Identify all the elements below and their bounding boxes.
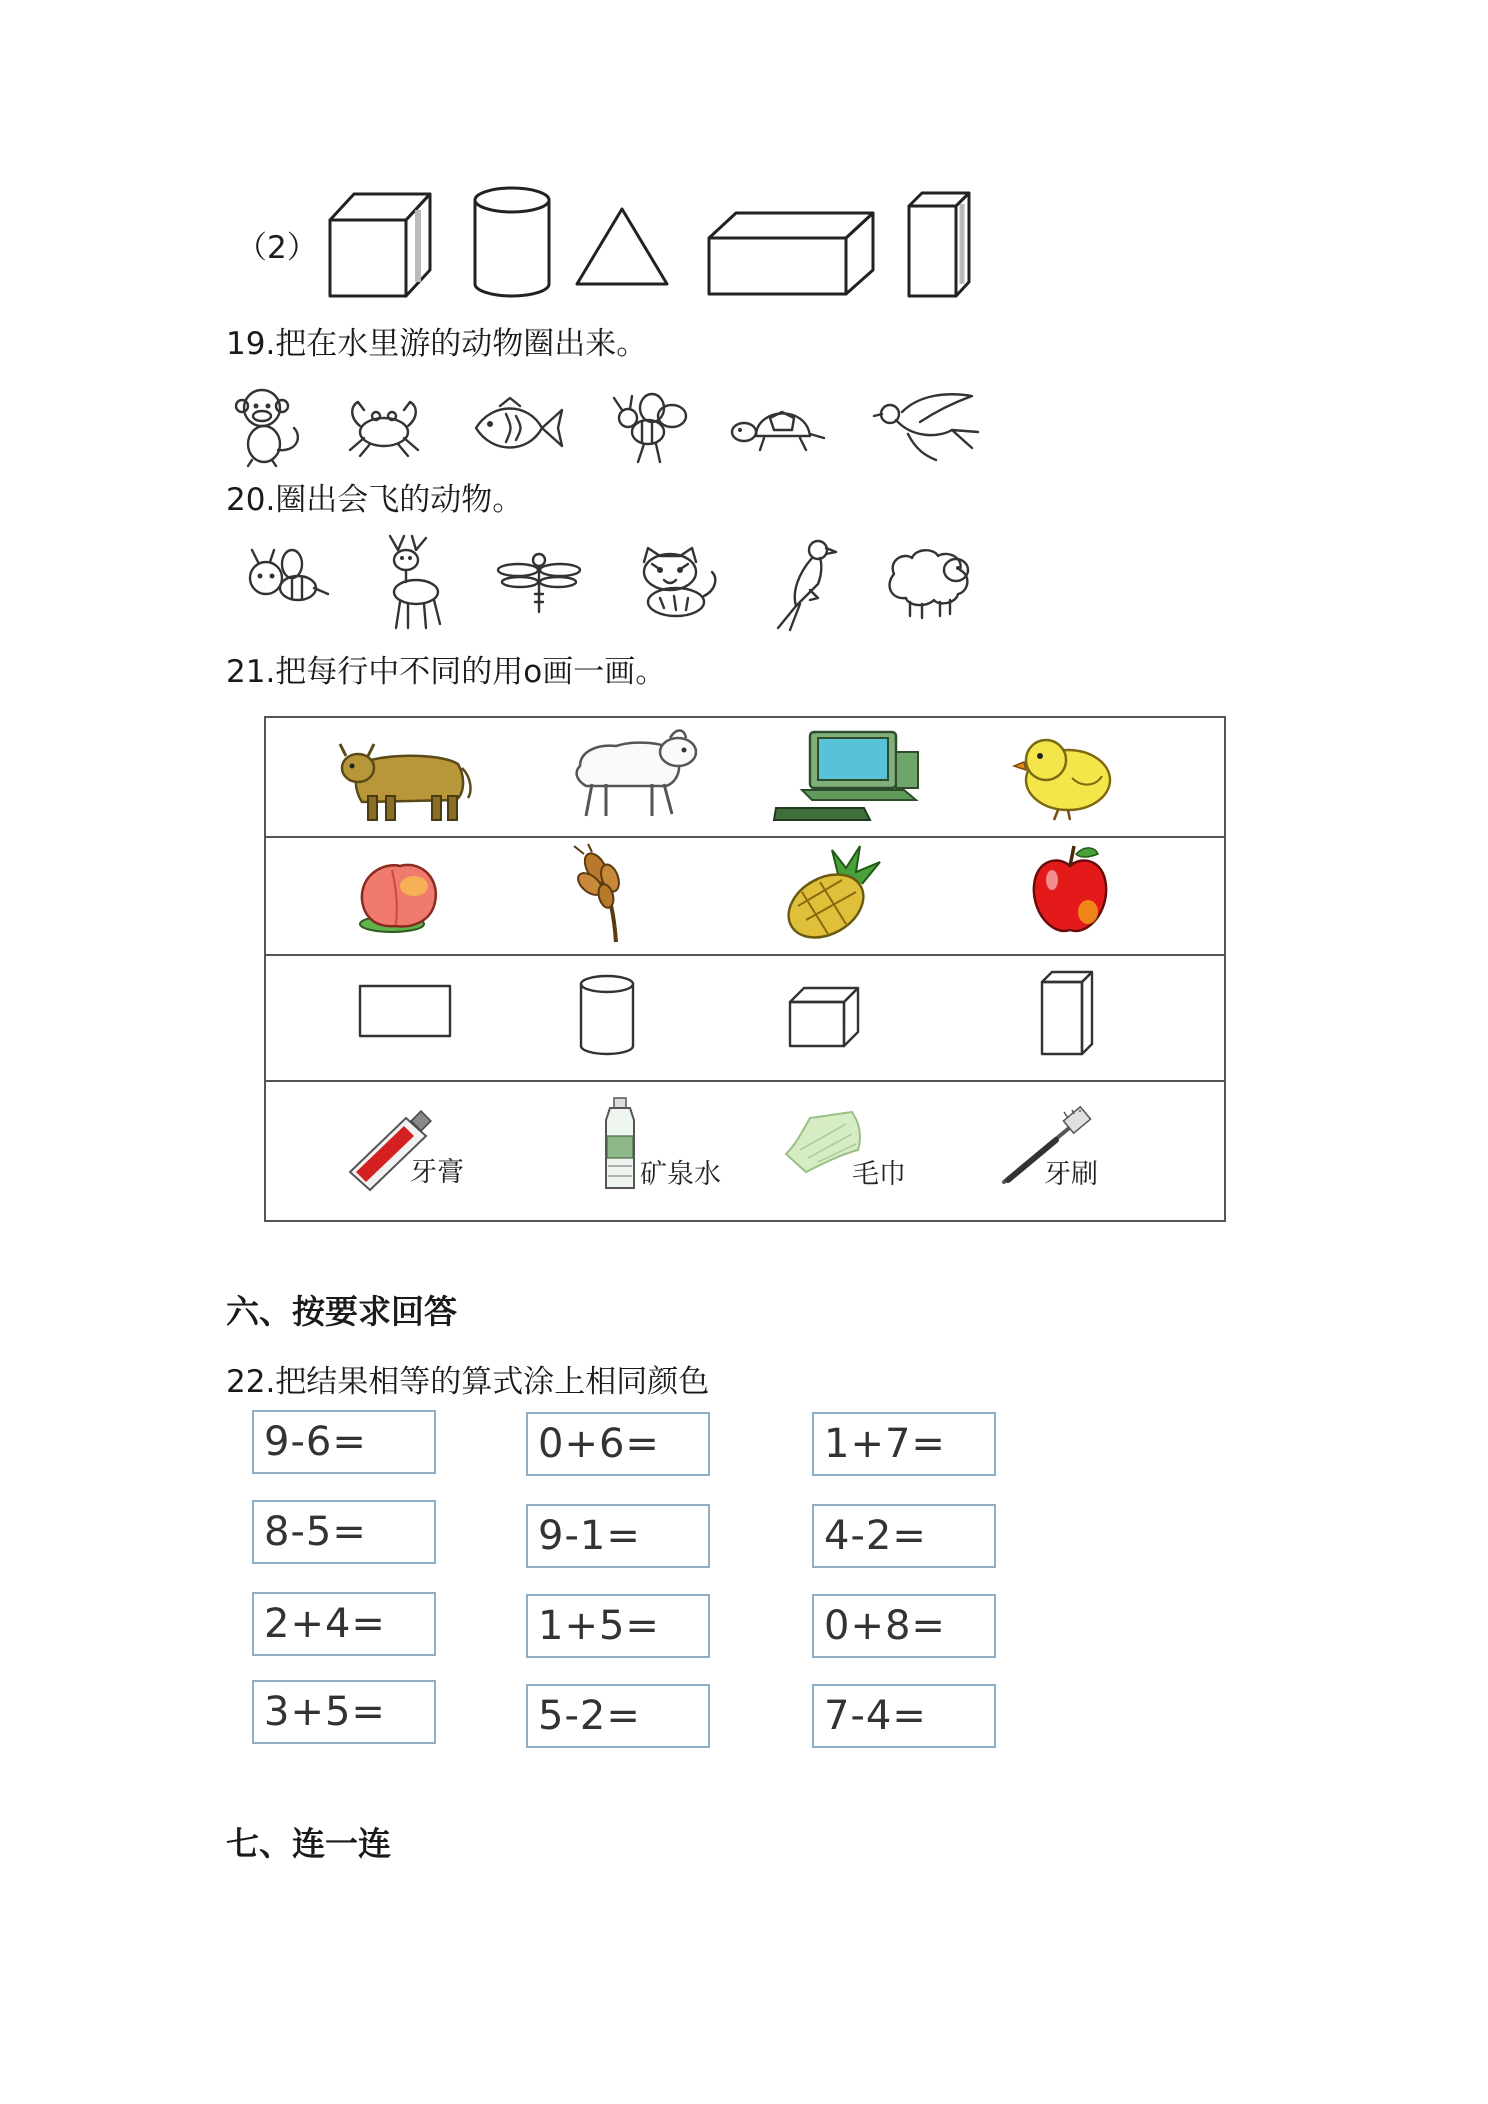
wheat-icon[interactable] xyxy=(566,844,646,944)
triangle-icon xyxy=(574,206,670,288)
question-21: 21.把每行中不同的用o画一画。 xyxy=(226,654,667,690)
turtle-icon xyxy=(730,396,830,460)
cow-icon[interactable] xyxy=(338,734,474,822)
question-part-label: （2） xyxy=(236,230,318,266)
pineapple-icon[interactable] xyxy=(776,844,886,944)
swallow-icon xyxy=(872,390,982,464)
question-20: 20.圈出会飞的动物。 xyxy=(226,482,524,518)
rectangle-icon[interactable] xyxy=(358,984,452,1038)
crab-icon xyxy=(344,396,424,460)
equation-box[interactable]: 0+8= xyxy=(812,1594,996,1658)
cube-icon xyxy=(328,190,432,300)
section-6-title: 六、按要求回答 xyxy=(226,1292,457,1331)
cylinder-icon[interactable] xyxy=(578,974,636,1058)
long-cuboid-icon xyxy=(706,210,876,298)
cylinder-icon xyxy=(472,186,552,298)
question-19: 19.把在水里游的动物圈出来。 xyxy=(226,326,648,362)
equation-box[interactable]: 5-2= xyxy=(526,1684,710,1748)
cuboid-icon[interactable] xyxy=(1040,970,1094,1056)
equation-box[interactable]: 2+4= xyxy=(252,1592,436,1656)
towel-label: 毛巾 xyxy=(852,1159,906,1190)
deer-icon xyxy=(376,532,450,632)
equation-box[interactable]: 1+7= xyxy=(812,1412,996,1476)
sheep-icon[interactable] xyxy=(566,722,700,820)
equation-box[interactable]: 9-6= xyxy=(252,1410,436,1474)
tall-cuboid-icon xyxy=(906,190,972,300)
mineral-water-label: 矿泉水 xyxy=(640,1159,721,1190)
peach-icon[interactable] xyxy=(352,856,448,936)
mineral-water-icon[interactable] xyxy=(600,1096,640,1192)
equation-box[interactable]: 4-2= xyxy=(812,1504,996,1568)
toothpaste-label: 牙膏 xyxy=(410,1157,464,1188)
bee-icon xyxy=(608,388,694,468)
monkey-icon xyxy=(232,386,308,468)
cat-icon xyxy=(630,544,720,622)
sheep-icon xyxy=(878,540,978,620)
equation-box[interactable]: 7-4= xyxy=(812,1684,996,1748)
fish-icon xyxy=(470,396,566,460)
equation-box[interactable]: 0+6= xyxy=(526,1412,710,1476)
question-22: 22.把结果相等的算式涂上相同颜色 xyxy=(226,1364,710,1400)
bird-icon xyxy=(770,534,840,632)
computer-icon[interactable] xyxy=(772,728,922,824)
chick-icon[interactable] xyxy=(1012,730,1118,822)
cube-icon[interactable] xyxy=(788,986,860,1048)
section-7-title: 七、连一连 xyxy=(226,1824,391,1863)
bee-icon xyxy=(240,544,334,618)
toothbrush-label: 牙刷 xyxy=(1044,1159,1098,1190)
equation-box[interactable]: 3+5= xyxy=(252,1680,436,1744)
apple-icon[interactable] xyxy=(1030,842,1112,938)
equation-box[interactable]: 8-5= xyxy=(252,1500,436,1564)
equation-box[interactable]: 1+5= xyxy=(526,1594,710,1658)
dragonfly-icon xyxy=(496,550,582,614)
equation-box[interactable]: 9-1= xyxy=(526,1504,710,1568)
